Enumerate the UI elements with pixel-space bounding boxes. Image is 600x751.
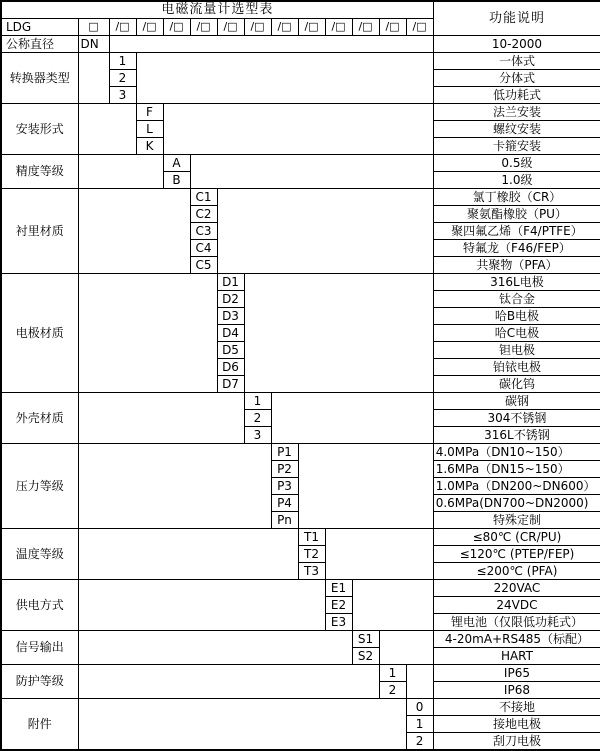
option-desc-cell: 4-20mA+RS485（标配）: [433, 631, 600, 648]
option-row: [1, 580, 600, 597]
option-row: [1, 665, 600, 682]
model-slot-cell: /□: [190, 19, 217, 36]
right-spacer: [217, 189, 433, 274]
left-spacer: [78, 529, 298, 580]
option-code-cell: C2: [190, 206, 217, 223]
option-desc-cell: ≤120℃ (PTEP/FEP): [433, 546, 600, 563]
option-code-cell: P4: [271, 495, 298, 512]
option-code-cell: B: [163, 172, 190, 189]
group-label: 温度等级: [1, 529, 78, 580]
diameter-label: 公称直径: [1, 36, 78, 53]
option-desc-cell: 哈C电极: [433, 325, 600, 342]
option-desc-cell: 304不锈钢: [433, 410, 600, 427]
option-desc-cell: 碳化钨: [433, 376, 600, 393]
option-code-cell: L: [136, 121, 163, 138]
option-code-cell: Pn: [271, 512, 298, 529]
option-code-cell: A: [163, 155, 190, 172]
option-desc-cell: 24VDC: [433, 597, 600, 614]
option-desc-cell: 共聚物（PFA）: [433, 257, 600, 274]
right-spacer: [352, 580, 433, 631]
option-desc-cell: 分体式: [433, 70, 600, 87]
option-desc-cell: 4.0MPa（DN10~150）: [433, 444, 600, 461]
option-desc-cell: IP68: [433, 682, 600, 699]
option-code-cell: E3: [325, 614, 352, 631]
option-desc-cell: 铂铱电极: [433, 359, 600, 376]
model-slot-cell: /□: [136, 19, 163, 36]
option-row: [1, 529, 600, 546]
model-slot-cell: /□: [163, 19, 190, 36]
option-desc-cell: IP65: [433, 665, 600, 682]
option-desc-cell: 316L不锈钢: [433, 427, 600, 444]
title-row: [1, 1, 600, 19]
model-slot-cell: /□: [217, 19, 244, 36]
option-code-cell: T2: [298, 546, 325, 563]
group-label: 转换器类型: [1, 53, 78, 104]
model-slot-cell: /□: [271, 19, 298, 36]
option-code-cell: 1: [406, 716, 433, 733]
right-spacer: [298, 444, 433, 529]
option-code-cell: D2: [217, 291, 244, 308]
option-row: [1, 53, 600, 70]
model-slot-cell: /□: [298, 19, 325, 36]
diameter-code-cell: DN: [78, 36, 109, 53]
left-spacer: [78, 699, 406, 751]
option-row: [1, 189, 600, 206]
selection-body: [1, 1, 600, 750]
left-spacer: [78, 53, 109, 104]
option-code-cell: C1: [190, 189, 217, 206]
option-desc-cell: 1.6MPa（DN15~150）: [433, 461, 600, 478]
option-code-cell: 2: [406, 733, 433, 751]
left-spacer: [78, 189, 190, 274]
left-spacer: [78, 393, 244, 444]
option-code-cell: D6: [217, 359, 244, 376]
option-code-cell: E1: [325, 580, 352, 597]
option-desc-cell: 特殊定制: [433, 512, 600, 529]
option-desc-cell: 不接地: [433, 699, 600, 716]
option-row: [1, 699, 600, 716]
option-code-cell: C5: [190, 257, 217, 274]
option-code-cell: P1: [271, 444, 298, 461]
model-slot-cell: /□: [379, 19, 406, 36]
right-spacer: [379, 631, 433, 665]
option-desc-cell: 钽电极: [433, 342, 600, 359]
option-row: [1, 104, 600, 121]
option-desc-cell: 螺纹安装: [433, 121, 600, 138]
option-desc-cell: 0.5级: [433, 155, 600, 172]
left-spacer: [78, 580, 325, 631]
group-label: 压力等级: [1, 444, 78, 529]
group-label: 安装形式: [1, 104, 78, 155]
option-code-cell: D3: [217, 308, 244, 325]
group-label: 外壳材质: [1, 393, 78, 444]
option-code-cell: S2: [352, 648, 379, 665]
model-base-box: □: [78, 19, 109, 36]
option-code-cell: T3: [298, 563, 325, 580]
diameter-desc-cell: 10-2000: [433, 36, 600, 53]
option-row: [1, 631, 600, 648]
option-code-cell: 1: [109, 53, 136, 70]
group-label: 衬里材质: [1, 189, 78, 274]
option-desc-cell: 特氟龙（F46/FEP）: [433, 240, 600, 257]
option-code-cell: 1: [379, 665, 406, 682]
option-row: [1, 444, 600, 461]
left-spacer: [78, 631, 352, 665]
option-desc-cell: 钛合金: [433, 291, 600, 308]
model-slot-cell: /□: [244, 19, 271, 36]
option-code-cell: 0: [406, 699, 433, 716]
option-code-cell: 2: [109, 70, 136, 87]
group-label: 供电方式: [1, 580, 78, 631]
model-prefix-cell: LDG: [1, 19, 78, 36]
option-code-cell: 2: [379, 682, 406, 699]
option-code-cell: D7: [217, 376, 244, 393]
option-code-cell: 2: [244, 410, 271, 427]
group-label: 电极材质: [1, 274, 78, 393]
option-code-cell: D1: [217, 274, 244, 291]
option-code-cell: C4: [190, 240, 217, 257]
option-code-cell: P2: [271, 461, 298, 478]
option-desc-cell: 316L电极: [433, 274, 600, 291]
option-desc-cell: 220VAC: [433, 580, 600, 597]
model-slot-cell: /□: [109, 19, 136, 36]
page-title: 电磁流量计选型表: [1, 1, 433, 19]
left-spacer: [78, 444, 271, 529]
option-desc-cell: 聚氨酯橡胶（PU）: [433, 206, 600, 223]
left-spacer: [78, 104, 136, 155]
option-code-cell: E2: [325, 597, 352, 614]
left-spacer: [78, 155, 163, 189]
option-code-cell: K: [136, 138, 163, 155]
option-desc-cell: 一体式: [433, 53, 600, 70]
option-code-cell: P3: [271, 478, 298, 495]
right-spacer: [136, 53, 433, 104]
group-label: 精度等级: [1, 155, 78, 189]
option-desc-cell: 聚四氟乙烯（F4/PTFE）: [433, 223, 600, 240]
right-spacer: [244, 274, 433, 393]
diameter-row: [1, 36, 600, 53]
option-desc-cell: 哈B电极: [433, 308, 600, 325]
option-desc-cell: 锂电池（仅限低功耗式）: [433, 614, 600, 631]
option-code-cell: D4: [217, 325, 244, 342]
option-desc-cell: 氯丁橡胶（CR）: [433, 189, 600, 206]
group-label: 防护等级: [1, 665, 78, 699]
option-desc-cell: 接地电极: [433, 716, 600, 733]
right-spacer: [163, 104, 433, 155]
right-spacer: [325, 529, 433, 580]
option-code-cell: C3: [190, 223, 217, 240]
option-row: [1, 274, 600, 291]
option-desc-cell: 碳钢: [433, 393, 600, 410]
option-code-cell: F: [136, 104, 163, 121]
option-desc-cell: 0.6MPa(DN700~DN2000): [433, 495, 600, 512]
right-spacer: [271, 393, 433, 444]
right-spacer: [406, 665, 433, 699]
option-code-cell: D5: [217, 342, 244, 359]
option-code-cell: 3: [109, 87, 136, 104]
option-desc-cell: 法兰安装: [433, 104, 600, 121]
model-slot-cell: /□: [352, 19, 379, 36]
option-desc-cell: 1.0MPa（DN200~DN600）: [433, 478, 600, 495]
option-row: [1, 393, 600, 410]
diameter-spacer: [109, 36, 433, 53]
option-desc-cell: 1.0级: [433, 172, 600, 189]
left-spacer: [78, 665, 379, 699]
option-code-cell: T1: [298, 529, 325, 546]
option-desc-cell: ≤200℃ (PFA): [433, 563, 600, 580]
option-desc-cell: 刮刀电极: [433, 733, 600, 751]
option-desc-cell: ≤80℃ (CR/PU): [433, 529, 600, 546]
option-code-cell: 3: [244, 427, 271, 444]
option-desc-cell: 低功耗式: [433, 87, 600, 104]
option-code-cell: 1: [244, 393, 271, 410]
model-slot-cell: /□: [325, 19, 352, 36]
left-spacer: [78, 274, 217, 393]
model-slot-cell: /□: [406, 19, 433, 36]
option-row: [1, 155, 600, 172]
group-label: 附件: [1, 699, 78, 751]
right-spacer: [190, 155, 433, 189]
option-code-cell: S1: [352, 631, 379, 648]
option-desc-cell: HART: [433, 648, 600, 665]
function-header: 功能说明: [433, 1, 600, 36]
group-label: 信号输出: [1, 631, 78, 665]
option-desc-cell: 卡箍安装: [433, 138, 600, 155]
